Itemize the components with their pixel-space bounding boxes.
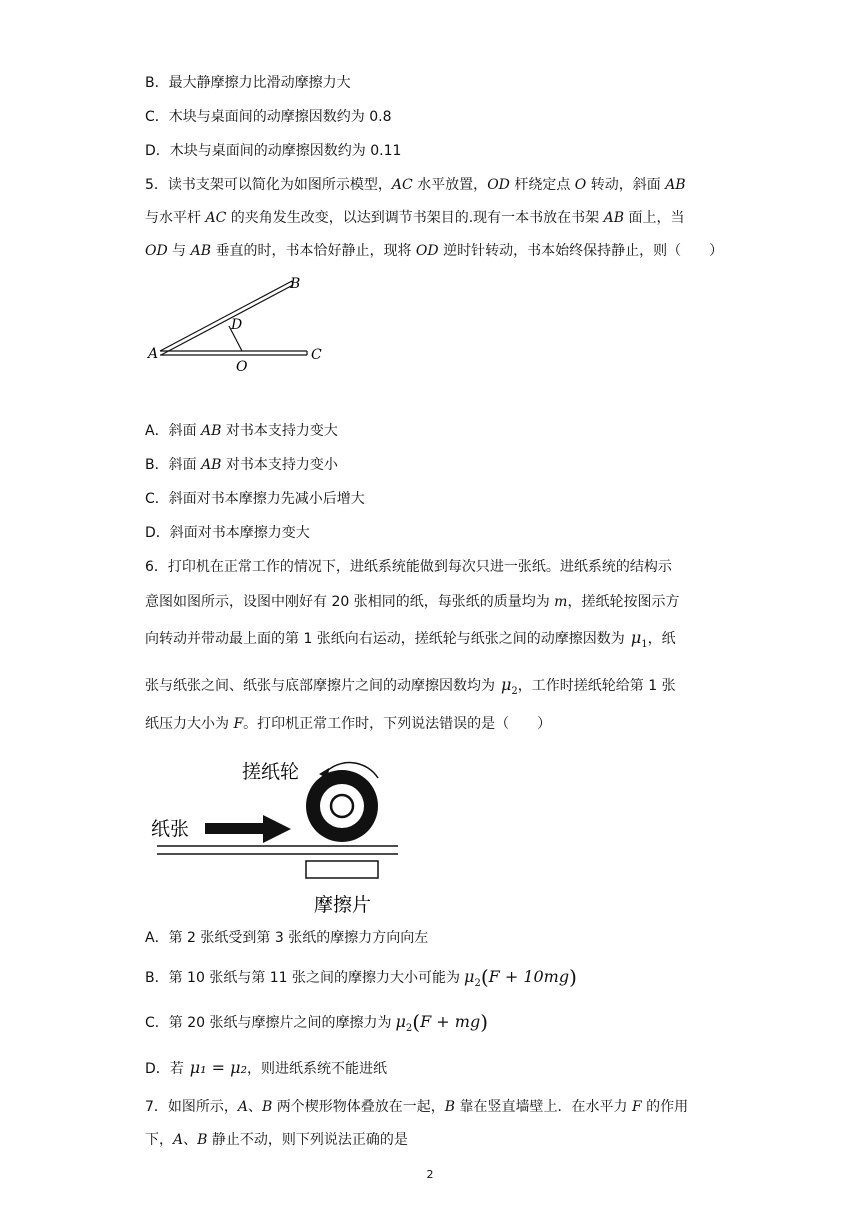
bookstand-diagram	[140, 270, 340, 380]
q5-option-b: B．斜面 AB 对书本支持力变小	[145, 457, 338, 473]
page-number: 2	[426, 1168, 434, 1181]
q4-option-d: D．木块与桌面间的动摩擦因数约为 0.11	[145, 143, 402, 159]
pad-label: 摩擦片	[314, 894, 372, 916]
label-b: B	[290, 276, 301, 292]
q6-stem-line-5: 纸压力大小为 F。打印机正常工作时，下列说法错误的是（ ）	[145, 716, 552, 732]
q4-option-c: C．木块与桌面间的动摩擦因数约为 0.8	[145, 109, 392, 125]
q6-stem-line-4: 张与纸张之间、纸张与底部摩擦片之间的动摩擦因数均为 $\mu_2$，工作时搓纸轮给第 1 张	[145, 675, 676, 697]
q6-option-a: A．第 2 张纸受到第 3 张纸的摩擦力方向向左	[145, 930, 429, 946]
q6-option-d: D．若 μ₁ = μ₂，则进纸系统不能进纸	[145, 1058, 387, 1077]
q4-option-b: B．最大静摩擦力比滑动摩擦力大	[145, 75, 351, 91]
label-c: C	[311, 347, 322, 363]
paper-feed-diagram	[145, 745, 405, 920]
q5-stem-line-1: 5．读书支架可以简化为如图所示模型，AC 水平放置，OD 杆绕定点 O 转动，斜面 AB	[145, 177, 686, 193]
q7-stem-line-2: 下，A、B 静止不动，则下列说法正确的是	[145, 1132, 408, 1148]
paper-label: 纸张	[151, 818, 190, 840]
friction-pad	[306, 861, 378, 878]
q5-option-c: C．斜面对书本摩擦力先减小后增大	[145, 491, 365, 507]
q5-option-d: D．斜面对书本摩擦力变大	[145, 525, 310, 541]
q6-option-c: C．第 20 张纸与摩擦片之间的摩擦力为 $\mu_2(F + mg)$	[145, 1010, 488, 1034]
feed-arrow-icon	[205, 823, 265, 834]
q6-stem-line-2: 意图如图所示，设图中刚好有 20 张相同的纸，每张纸的质量均为 m，搓纸轮按图示方	[145, 594, 680, 610]
label-a: A	[148, 346, 159, 362]
q5-option-a: A．斜面 AB 对书本支持力变大	[145, 423, 338, 439]
q7-stem-line-1: 7．如图所示，A、B 两个楔形物体叠放在一起，B 靠在竖直墙壁上．在水平力 F 的作用	[145, 1099, 689, 1115]
q6-stem-line-3: 向转动并带动最上面的第 1 张纸向右运动，搓纸轮与纸张之间的动摩擦因数为 $\mu_1$，纸	[145, 628, 676, 650]
label-d: D	[231, 317, 243, 333]
q6-option-b: B．第 10 张纸与第 11 张之间的摩擦力大小可能为 $\mu_2(F + 10mg)$	[145, 965, 577, 989]
roller-label: 搓纸轮	[242, 761, 300, 783]
q6-stem-line-1: 6．打印机在正常工作的情况下，进纸系统能做到每次只进一张纸。进纸系统的结构示	[145, 559, 672, 575]
q5-stem-line-3: OD 与 AB 垂直的时，书本恰好静止，现将 OD 逆时针转动，书本始终保持静止，则（ ）	[145, 243, 724, 259]
label-o: O	[236, 359, 248, 375]
q5-stem-line-2: 与水平杆 AC 的夹角发生改变，以达到调节书架目的.现有一本书放在书架 AB 面上，当	[145, 210, 685, 226]
